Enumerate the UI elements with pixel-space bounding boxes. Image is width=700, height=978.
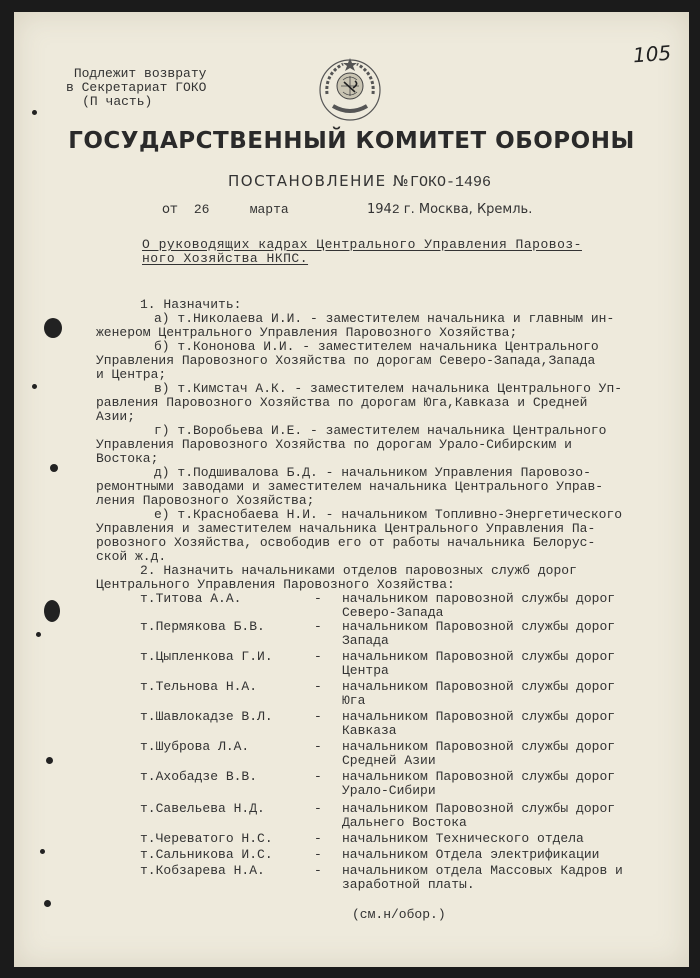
appointee-role: Кавказа xyxy=(342,723,397,738)
body-line: ровозного Хозяйства, освободив его от работы начальника Белорус- xyxy=(96,535,596,550)
decree-date xyxy=(162,202,532,217)
body-line: е) т.Краснобаева Н.И. - начальником Топливно-Энергетического xyxy=(154,507,623,522)
binding-hole xyxy=(32,110,37,115)
appointee-role: Центра xyxy=(342,663,389,678)
document-title: ГОСУДАРСТВЕННЫЙ КОМИТЕТ ОБОРОНЫ xyxy=(68,128,635,154)
decree-subject-line-2: ного Хозяйства НКПС. xyxy=(142,251,309,266)
body-line: и Центра; xyxy=(96,367,167,382)
appointee-dash: - xyxy=(314,619,322,634)
body-line: ской ж.д. xyxy=(96,549,167,564)
appointee-role: Дальнего Востока xyxy=(342,815,467,830)
appointee-role: Средней Азии xyxy=(342,753,436,768)
appointee-name: т.Титова А.А. xyxy=(140,591,242,606)
return-note-line: Подлежит возврату xyxy=(73,66,207,81)
body-line: б) т.Кононова И.И. - заместителем начальника Центрального xyxy=(154,339,599,354)
body-line: 1. Назначить: xyxy=(140,297,242,312)
appointee-name: т.Цыпленкова Г.И. xyxy=(140,649,273,664)
appointee-role: начальником паровозной службы дорог xyxy=(342,591,616,606)
binding-hole xyxy=(44,900,51,907)
appointee-role: начальником Паровозной службы дорог xyxy=(342,649,616,664)
appointee-name: т.Шавлокадзе В.Л. xyxy=(140,709,273,724)
appointee-dash: - xyxy=(314,739,322,754)
appointee-role: начальником Паровозной службы дорог xyxy=(342,739,616,754)
appointee-role: начальником Паровозной службы дорог xyxy=(342,801,616,816)
appointee-name: т.Сальникова И.С. xyxy=(140,847,273,862)
date-place: г. Москва, Кремль. xyxy=(403,202,533,217)
date-month: марта xyxy=(249,202,289,217)
return-note xyxy=(66,67,206,109)
document-page xyxy=(14,12,689,967)
date-year-prefix: 194 xyxy=(367,202,392,217)
appointee-name: т.Тельнова Н.А. xyxy=(140,679,258,694)
date-year-suffix: 2 xyxy=(391,202,400,217)
decree-subject-line-1: О руководящих кадрах Центрального Управления Паровоз- xyxy=(142,237,582,252)
return-note-line: в Секретариат ГОКО xyxy=(66,80,207,95)
appointee-name: т.Шуброва Л.А. xyxy=(140,739,250,754)
body-line: Азии; xyxy=(96,409,136,424)
return-note-line: (П часть) xyxy=(82,94,153,109)
appointee-role: начальником Паровозной службы дорог xyxy=(342,709,616,724)
appointee-role: заработной платы. xyxy=(342,877,475,892)
binding-hole xyxy=(44,600,60,622)
body-line: Востока; xyxy=(96,451,159,466)
binding-hole xyxy=(46,757,53,764)
appointee-role: Северо-Запада xyxy=(342,605,444,620)
appointee-role: начальником Паровозной службы дорог xyxy=(342,769,616,784)
binding-hole xyxy=(32,384,37,389)
appointee-name: т.Пермякова Б.В. xyxy=(140,619,265,634)
footer-note: (см.н/обор.) xyxy=(352,907,446,922)
body-line: Управления Паровозного Хозяйства по дорогам Северо-Запада,Запада xyxy=(96,353,596,368)
body-line: ления Паровозного Хозяйства; xyxy=(96,493,315,508)
appointee-role: Урало-Сибири xyxy=(342,783,436,798)
appointee-role: начальником Паровозной службы дорог xyxy=(342,619,616,634)
body-line: 2. Назначить начальниками отделов паровозных служб дорог xyxy=(140,563,577,578)
appointee-name: т.Савельева Н.Д. xyxy=(140,801,265,816)
appointee-dash: - xyxy=(314,709,322,724)
binding-hole xyxy=(44,318,62,338)
body-line: Управления Паровозного Хозяйства по дорогам Урало-Сибирским и xyxy=(96,437,572,452)
body-line: женером Центрального Управления Паровозного Хозяйства; xyxy=(96,325,518,340)
appointee-dash: - xyxy=(314,863,322,878)
appointee-name: т.Ахобадзе В.В. xyxy=(140,769,258,784)
body-line: в) т.Кимстач А.К. - заместителем начальника Центрального Уп- xyxy=(154,381,623,396)
body-line: Центрального Управления Паровозного Хозяйства: xyxy=(96,577,455,592)
body-line: г) т.Воробьева И.Е. - заместителем начальника Центрального xyxy=(154,423,607,438)
date-day: 26 xyxy=(193,202,210,217)
binding-hole xyxy=(40,849,45,854)
appointee-role: начальником отдела Массовых Кадров и xyxy=(342,863,623,878)
appointee-dash: - xyxy=(314,801,322,816)
appointee-name: т.Череватого Н.С. xyxy=(140,831,273,846)
appointee-dash: - xyxy=(314,769,322,784)
binding-hole xyxy=(50,464,58,472)
ussr-coat-of-arms-icon xyxy=(315,54,385,124)
appointee-role: Запада xyxy=(342,633,389,648)
decree-heading xyxy=(228,172,491,191)
date-prefix: от xyxy=(162,202,178,217)
appointee-role: начальником Отдела электрификации xyxy=(342,847,600,862)
appointee-dash: - xyxy=(314,679,322,694)
body-line: ремонтными заводами и заместителем начальника Центрального Управ- xyxy=(96,479,604,494)
appointee-role: начальником Паровозной службы дорог xyxy=(342,679,616,694)
body-line: равления Паровозного Хозяйства по дорогам Юга,Кавказа и Средней xyxy=(96,395,588,410)
body-line: д) т.Подшивалова Б.Д. - начальником Управления Паровозо- xyxy=(154,465,591,480)
archive-page-number: 105 xyxy=(632,40,672,68)
appointee-dash: - xyxy=(314,649,322,664)
appointee-dash: - xyxy=(314,847,322,862)
appointee-role: начальником Технического отдела xyxy=(342,831,584,846)
appointee-role: Юга xyxy=(342,693,366,708)
appointee-dash: - xyxy=(314,831,322,846)
body-line: Управления и заместителем начальника Центрального Управления Па- xyxy=(96,521,596,536)
appointee-name: т.Кобзарева Н.А. xyxy=(140,863,265,878)
appointee-dash: - xyxy=(314,591,322,606)
decree-number: ГОКО-1496 xyxy=(409,174,491,191)
body-line: а) т.Николаева И.И. - заместителем начальника и главным ин- xyxy=(154,311,615,326)
binding-hole xyxy=(36,632,41,637)
decree-label: ПОСТАНОВЛЕНИЕ № xyxy=(228,172,410,190)
